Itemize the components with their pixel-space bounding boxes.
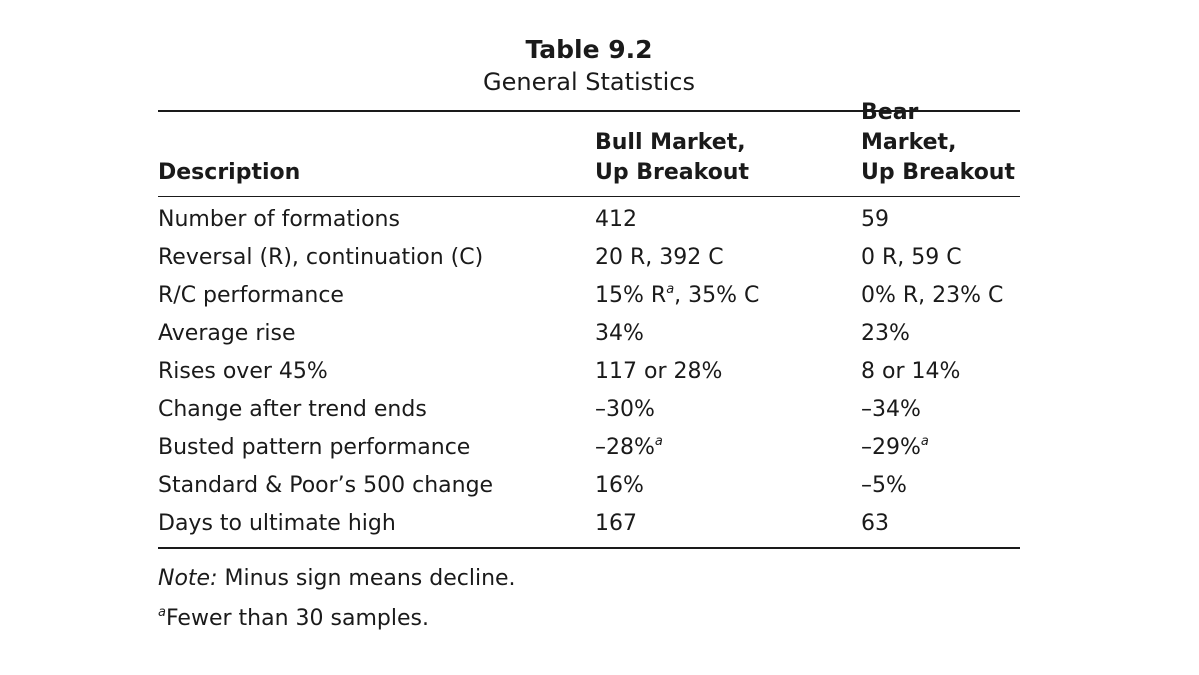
bear-value-part: –29% xyxy=(861,435,921,460)
header-bull-market xyxy=(595,128,749,188)
row-description: R/C performance xyxy=(158,283,344,308)
table-body xyxy=(158,197,1020,547)
row-bull-value: 412 xyxy=(595,207,637,232)
table-row xyxy=(158,391,1020,429)
row-bull-value: 167 xyxy=(595,511,637,536)
bull-value-part: –28% xyxy=(595,435,655,460)
row-bull-value: 16% xyxy=(595,473,644,498)
row-bull-value xyxy=(595,277,759,315)
row-bull-value: 117 or 28% xyxy=(595,359,723,384)
statistics-table xyxy=(158,34,1020,639)
row-bear-value: –5% xyxy=(861,473,907,498)
table-caption: General Statistics xyxy=(483,68,695,96)
note-label: Note: xyxy=(158,566,218,591)
row-bear-value: 8 or 14% xyxy=(861,359,961,384)
table-row xyxy=(158,315,1020,353)
row-bear-value: 23% xyxy=(861,321,910,346)
bull-value-part: , 35% C xyxy=(674,283,760,308)
footnote-text: Fewer than 30 samples. xyxy=(165,606,429,631)
table-row xyxy=(158,467,1020,505)
note-line xyxy=(158,559,1020,599)
row-bull-value xyxy=(595,429,663,467)
row-description: Change after trend ends xyxy=(158,397,427,422)
header-bear-line1: Bear Market, xyxy=(861,100,957,155)
row-description: Average rise xyxy=(158,321,296,346)
note-text: Minus sign means decline. xyxy=(217,566,516,591)
footnote-marker: a xyxy=(654,434,663,449)
row-bear-value: 59 xyxy=(861,207,889,232)
row-bear-value: 63 xyxy=(861,511,889,536)
table-row xyxy=(158,239,1020,277)
row-description: Busted pattern performance xyxy=(158,435,471,460)
row-bull-value: –30% xyxy=(595,397,655,422)
table-notes xyxy=(158,549,1020,639)
row-description: Number of formations xyxy=(158,207,400,232)
row-bear-value: 0% R, 23% C xyxy=(861,283,1004,308)
table-row xyxy=(158,201,1020,239)
header-bear-market xyxy=(861,98,1020,188)
row-bear-value xyxy=(861,429,929,467)
row-description: Days to ultimate high xyxy=(158,511,396,536)
table-row xyxy=(158,429,1020,467)
header-description: Description xyxy=(158,160,301,185)
row-bear-value: –34% xyxy=(861,397,921,422)
footnote-line xyxy=(158,599,1020,639)
bull-value-part: 15% R xyxy=(595,283,667,308)
table-row xyxy=(158,277,1020,315)
row-bull-value: 20 R, 392 C xyxy=(595,245,724,270)
footnote-marker: a xyxy=(666,282,675,297)
table-row xyxy=(158,505,1020,543)
row-bear-value: 0 R, 59 C xyxy=(861,245,962,270)
row-description: Standard & Poor’s 500 change xyxy=(158,473,494,498)
header-bear-line2: Up Breakout xyxy=(861,160,1015,185)
table-header xyxy=(158,100,1020,196)
table-row xyxy=(158,353,1020,391)
footnote-marker: a xyxy=(158,605,166,620)
header-bull-line1: Bull Market, xyxy=(595,130,746,155)
row-description: Reversal (R), continuation (C) xyxy=(158,245,484,270)
footnote-marker: a xyxy=(920,434,929,449)
row-description: Rises over 45% xyxy=(158,359,328,384)
row-bull-value: 34% xyxy=(595,321,644,346)
header-bull-line2: Up Breakout xyxy=(595,160,749,185)
table-number: Table 9.2 xyxy=(525,35,653,64)
